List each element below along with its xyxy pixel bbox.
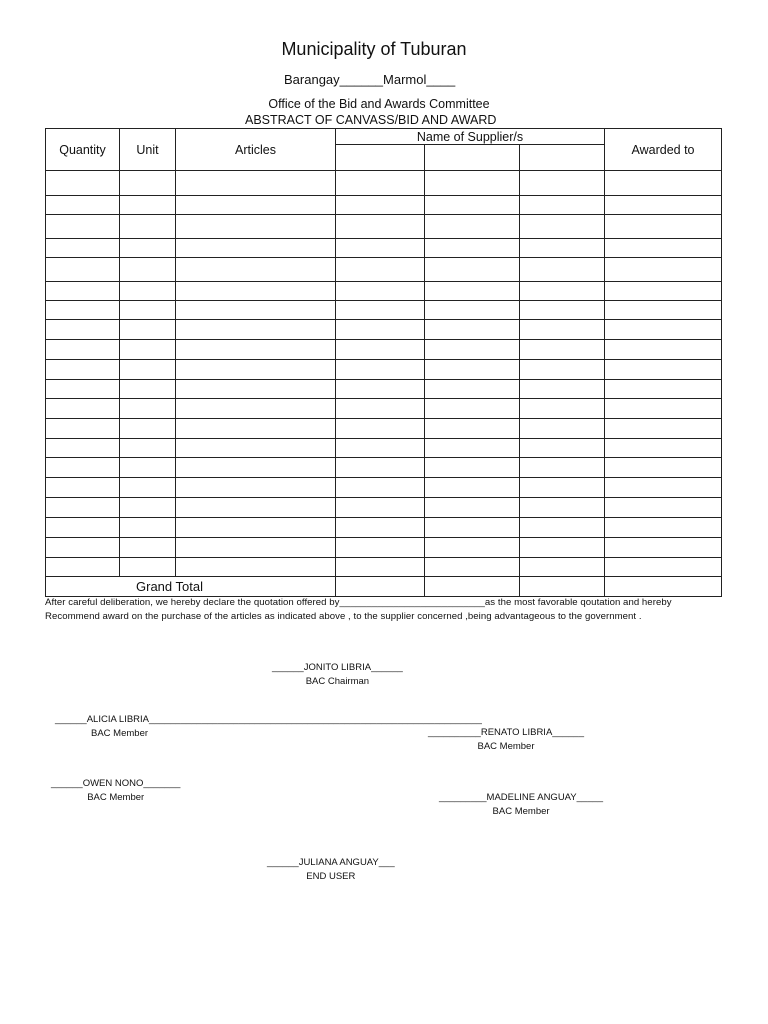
signatory-chairman: [272, 662, 403, 687]
table-cell[interactable]: [605, 518, 722, 538]
table-cell[interactable]: [120, 215, 176, 239]
table-row: [46, 498, 722, 518]
table-cell[interactable]: [120, 498, 176, 518]
declaration-line-1: After careful deliberation, we hereby declare the quotation offered by___________________________as the most favorable qoutation and hereby: [45, 597, 672, 608]
header-suppliers: Name of Supplier/s: [336, 129, 605, 145]
header-awarded-to: Awarded to: [605, 129, 722, 171]
table-cell[interactable]: [336, 171, 425, 196]
table-cell[interactable]: [520, 458, 605, 478]
table-cell[interactable]: [120, 171, 176, 196]
table-cell[interactable]: [520, 282, 605, 301]
table-cell[interactable]: [605, 239, 722, 258]
table-cell[interactable]: [46, 478, 120, 498]
grand-total-cell[interactable]: [605, 577, 722, 597]
table-cell[interactable]: [425, 340, 520, 360]
table-cell[interactable]: [425, 171, 520, 196]
table-cell[interactable]: [120, 538, 176, 558]
table-cell[interactable]: [176, 518, 336, 538]
table-cell[interactable]: [520, 439, 605, 458]
table-cell[interactable]: [120, 478, 176, 498]
table-cell[interactable]: [120, 320, 176, 340]
signatory-name: ______ALICIA LIBRIA_______________________________________________________________: [55, 714, 482, 725]
table-cell[interactable]: [520, 478, 605, 498]
table-cell[interactable]: [425, 282, 520, 301]
table-cell[interactable]: [176, 239, 336, 258]
table-cell[interactable]: [605, 282, 722, 301]
table-cell[interactable]: [425, 458, 520, 478]
table-cell[interactable]: [520, 380, 605, 399]
table-cell[interactable]: [425, 215, 520, 239]
table-row: [46, 518, 722, 538]
document-title: Municipality of Tuburan: [281, 39, 467, 59]
table-cell[interactable]: [120, 340, 176, 360]
header-articles: Articles: [176, 129, 336, 171]
table-cell[interactable]: [46, 439, 120, 458]
signatory-name: ______JULIANA ANGUAY___: [267, 857, 395, 868]
grand-total-cell[interactable]: [520, 577, 605, 597]
table-cell[interactable]: [176, 399, 336, 419]
form-subtitle: ABSTRACT OF CANVASS/BID AND AWARD: [245, 113, 497, 127]
table-cell[interactable]: [425, 419, 520, 439]
table-cell[interactable]: [46, 360, 120, 380]
grand-total-cell[interactable]: [336, 577, 425, 597]
table-cell[interactable]: [176, 458, 336, 478]
table-row: [46, 478, 722, 498]
supplier-3-cell[interactable]: [520, 145, 605, 171]
table-cell[interactable]: [336, 360, 425, 380]
signatory-name: __________RENATO LIBRIA______: [428, 727, 584, 738]
table-cell[interactable]: [425, 538, 520, 558]
table-cell[interactable]: [176, 558, 336, 577]
table-cell[interactable]: [605, 419, 722, 439]
table-cell[interactable]: [336, 215, 425, 239]
table-row: [46, 439, 722, 458]
table-row: [46, 558, 722, 577]
table-cell[interactable]: [605, 171, 722, 196]
table-row: [46, 399, 722, 419]
table-cell[interactable]: [120, 282, 176, 301]
table-cell[interactable]: [520, 320, 605, 340]
table-cell[interactable]: [46, 239, 120, 258]
table-cell[interactable]: [336, 301, 425, 320]
table-cell[interactable]: [336, 558, 425, 577]
table-cell[interactable]: [605, 458, 722, 478]
table-cell[interactable]: [336, 518, 425, 538]
table-cell[interactable]: [336, 340, 425, 360]
signatory-end-user: [267, 857, 395, 882]
table-cell[interactable]: [46, 458, 120, 478]
office-name: Office of the Bid and Awards Committee: [268, 97, 490, 111]
signatory-member-3: [51, 778, 180, 803]
table-cell[interactable]: [425, 518, 520, 538]
table-cell[interactable]: [520, 215, 605, 239]
table-cell[interactable]: [425, 301, 520, 320]
table-cell[interactable]: [176, 419, 336, 439]
table-cell[interactable]: [520, 258, 605, 282]
signatory-member-4: [439, 792, 603, 817]
signatory-member-1: [55, 714, 482, 739]
table-cell[interactable]: [425, 380, 520, 399]
table-cell[interactable]: [425, 320, 520, 340]
table-row: [46, 215, 722, 239]
table-cell[interactable]: [176, 380, 336, 399]
table-cell[interactable]: [46, 301, 120, 320]
table-cell[interactable]: [605, 478, 722, 498]
canvass-table: [45, 128, 722, 597]
barangay-line: Barangay______Marmol____: [284, 72, 456, 87]
table-cell[interactable]: [176, 498, 336, 518]
table-cell[interactable]: [425, 439, 520, 458]
table-cell[interactable]: [336, 458, 425, 478]
table-cell[interactable]: [520, 399, 605, 419]
table-row: [46, 538, 722, 558]
table-row: [46, 340, 722, 360]
table-cell[interactable]: [46, 340, 120, 360]
table-cell[interactable]: [520, 196, 605, 215]
table-row: [46, 320, 722, 340]
table-cell[interactable]: [336, 282, 425, 301]
table-cell[interactable]: [46, 171, 120, 196]
table-cell[interactable]: [46, 380, 120, 399]
table-row: [46, 196, 722, 215]
table-cell[interactable]: [120, 380, 176, 399]
grand-total-cell[interactable]: [425, 577, 520, 597]
table-cell[interactable]: [605, 538, 722, 558]
signatory-role: BAC Member: [492, 806, 550, 817]
table-cell[interactable]: [520, 558, 605, 577]
table-cell[interactable]: [520, 538, 605, 558]
signatory-name: ______OWEN NONO_______: [51, 778, 181, 789]
table-cell[interactable]: [176, 340, 336, 360]
table-cell[interactable]: [46, 518, 120, 538]
table-row: [46, 419, 722, 439]
table-cell[interactable]: [46, 558, 120, 577]
table-cell[interactable]: [425, 498, 520, 518]
table-cell[interactable]: [176, 171, 336, 196]
table-cell[interactable]: [520, 498, 605, 518]
grand-total-row: [46, 577, 722, 597]
table-cell[interactable]: [425, 196, 520, 215]
signatory-role: BAC Member: [91, 728, 149, 739]
table-cell[interactable]: [605, 340, 722, 360]
table-cell[interactable]: [605, 196, 722, 215]
table-cell[interactable]: [120, 518, 176, 538]
table-cell[interactable]: [176, 439, 336, 458]
signatory-role: BAC Chairman: [305, 676, 370, 687]
table-cell[interactable]: [120, 301, 176, 320]
table-cell[interactable]: [46, 419, 120, 439]
signatory-member-2: [428, 727, 584, 752]
header-quantity: Quantity: [46, 129, 120, 171]
table-cell[interactable]: [605, 320, 722, 340]
supplier-1-cell[interactable]: [336, 145, 425, 171]
table-cell[interactable]: [605, 301, 722, 320]
table-row: [46, 360, 722, 380]
table-cell[interactable]: [336, 258, 425, 282]
table-cell[interactable]: [176, 282, 336, 301]
supplier-2-cell[interactable]: [425, 145, 520, 171]
header-unit: Unit: [120, 129, 176, 171]
table-cell[interactable]: [336, 320, 425, 340]
table-cell[interactable]: [120, 360, 176, 380]
table-cell[interactable]: [120, 399, 176, 419]
table-cell[interactable]: [605, 439, 722, 458]
table-cell[interactable]: [336, 538, 425, 558]
table-cell[interactable]: [605, 380, 722, 399]
table-cell[interactable]: [336, 419, 425, 439]
table-cell[interactable]: [425, 239, 520, 258]
table-cell[interactable]: [176, 478, 336, 498]
table-cell[interactable]: [520, 171, 605, 196]
table-cell[interactable]: [425, 258, 520, 282]
table-cell[interactable]: [520, 301, 605, 320]
table-cell[interactable]: [336, 380, 425, 399]
table-cell[interactable]: [336, 196, 425, 215]
signatory-name: _________MADELINE ANGUAY_____: [439, 792, 604, 803]
table-row: [46, 282, 722, 301]
signatory-role: BAC Member: [477, 741, 535, 752]
table-cell[interactable]: [120, 239, 176, 258]
table-cell[interactable]: [425, 360, 520, 380]
table-cell[interactable]: [605, 215, 722, 239]
table-cell[interactable]: [605, 399, 722, 419]
grand-total-label: Grand Total: [46, 577, 336, 597]
table-cell[interactable]: [120, 419, 176, 439]
table-row: [46, 380, 722, 399]
table-cell[interactable]: [120, 558, 176, 577]
table-cell[interactable]: [46, 320, 120, 340]
declaration-line-2: Recommend award on the purchase of the articles as indicated above , to the supplier concerned ,being advantageous to the government .: [45, 611, 642, 622]
table-cell[interactable]: [605, 498, 722, 518]
table-cell[interactable]: [336, 399, 425, 419]
signatory-name: ______JONITO LIBRIA______: [272, 662, 403, 673]
table-row: [46, 239, 722, 258]
table-row: [46, 171, 722, 196]
table-row: [46, 301, 722, 320]
table-cell[interactable]: [46, 538, 120, 558]
table-cell[interactable]: [425, 558, 520, 577]
table-cell[interactable]: [336, 439, 425, 458]
table-cell[interactable]: [46, 215, 120, 239]
table-cell[interactable]: [176, 320, 336, 340]
table-cell[interactable]: [425, 399, 520, 419]
signatory-role: BAC Member: [87, 792, 145, 803]
table-cell[interactable]: [176, 538, 336, 558]
table-row: [46, 458, 722, 478]
table-cell[interactable]: [520, 239, 605, 258]
table-cell[interactable]: [176, 196, 336, 215]
table-cell[interactable]: [176, 360, 336, 380]
table-cell[interactable]: [46, 196, 120, 215]
table-cell[interactable]: [520, 419, 605, 439]
table-cell[interactable]: [605, 360, 722, 380]
table-cell[interactable]: [120, 196, 176, 215]
table-cell[interactable]: [336, 239, 425, 258]
table-row: [46, 258, 722, 282]
table-cell[interactable]: [605, 558, 722, 577]
signatory-role: END USER: [306, 871, 356, 882]
table-cell[interactable]: [176, 258, 336, 282]
table-cell[interactable]: [120, 258, 176, 282]
table-cell[interactable]: [46, 282, 120, 301]
table-cell[interactable]: [46, 498, 120, 518]
table-cell[interactable]: [520, 360, 605, 380]
table-cell[interactable]: [176, 301, 336, 320]
table-cell[interactable]: [46, 258, 120, 282]
table-cell[interactable]: [120, 439, 176, 458]
table-cell[interactable]: [520, 340, 605, 360]
table-cell[interactable]: [120, 458, 176, 478]
table-cell[interactable]: [176, 215, 336, 239]
table-cell[interactable]: [46, 399, 120, 419]
table-cell[interactable]: [425, 478, 520, 498]
table-cell[interactable]: [336, 478, 425, 498]
table-cell[interactable]: [336, 498, 425, 518]
table-cell[interactable]: [605, 258, 722, 282]
table-cell[interactable]: [520, 518, 605, 538]
